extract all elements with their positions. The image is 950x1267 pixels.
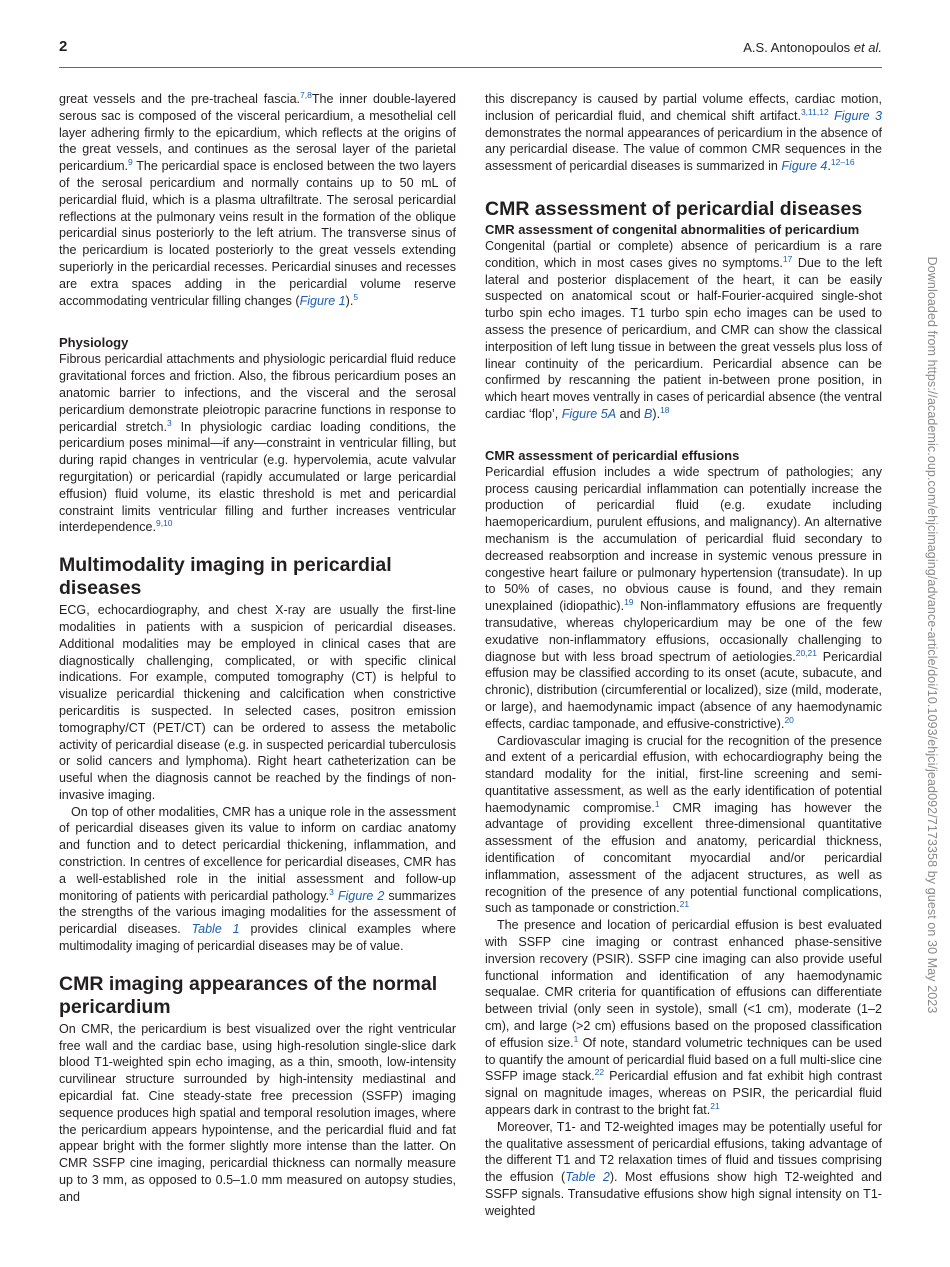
paragraph-imaging-role: Cardiovascular imaging is crucial for the recognition of the presence and extent of a pericardial effusion, with echocardiography being the standard modality for the initial, first-line screening and semi-quantitative assessment, as well as the early identification of potential haemodynamic compromise.$^1$ CMR imaging has however the advantage of providing excellent three-dimensional quantitative assessment of the effusion and anatomy, pericardial thickness, identification of concomitant myocardial and/or pericardial inflammation, assessment of the adjacent structures, as well as recognition of the presence of any potential functional complications, such as tamponade or constriction.$^{21}$: [485, 733, 882, 916]
table-link[interactable]: Table 2: [565, 1170, 610, 1185]
figure-link[interactable]: Figure 5A: [561, 406, 617, 421]
paragraph-congenital: Congenital (partial or complete) absence of pericardium is a rare condition, which in most cases gives no symptoms.$^{17}$ Due to the left lateral and posterior displacement of the heart, it can be easily suspected on anatomical scout or half-Fourier-acquired single-shot turbo spin echo images. T1 turbo spin echo images can be used to assess the presence of pericardium, and CMR can show the classical interposition of left lung tissue in between the great vessels plus loss of linear continuity of the pericardium. Pericardial absence can be confirmed by rescanning the patient in-between prone position, in which heart moves ventrally in cases of pericardial absence (the ventral cardiac ‘flop’, Figure 5A and B).$^{18}$: [485, 238, 882, 421]
paragraph-ssfp: The presence and location of pericardial effusion is best evaluated with SSFP cine imaging or contrast enhanced phase-sensitive inversion recovery (PSIR). SSFP cine imaging can also provide useful functional information and identification of any haemodynamic sequalae. CMR criteria for quantification of effusions can differentiate between trivial (only seen in systole), small (<1 cm), moderate (1–2 cm), and large (>2 cm) effusions based on the proposed classification of effusion size.$^1$ Of note, standard volumetric techniques can be used to quantify the amount of pericardial fluid based on a full multi-slice cine SSFP image stack.$^{22}$ Pericardial effusion and fat exhibit high contrast signal on magnitude images, whereas on PSIR, the pericardial fluid appears dark in contrast to the bright fat.$^{21}$: [485, 918, 882, 1118]
figure-link[interactable]: B: [644, 406, 653, 421]
citation[interactable]: 20: [784, 714, 794, 725]
paragraph-effusions: Pericardial effusion includes a wide spectrum of pathologies; any process causing pericardial inflammation can potentially increase the production of pericardial fluid (e.g. exudate including haemopericardium, purulent effusions, and malignancy). An alternative mechanism is the accumulation of pericardial fluid secondary to decreased reabsorption and increase in systemic venous pressure in congestive heart failure or pulmonary hypertension (transudate). In up to 50% of cases, no obvious cause is found, and they remain unexplained (idiopathic).$^{19}$ Non-inflammatory effusions are frequently transudative, whereas chylopericardium may be one of the few exudative non-inflammatory effusions, occasionally challenging to diagnose but with less broad spectrum of aetiologies.$^{20,21}$ Pericardial effusion may be classified according to its onset (acute, subacute, and chronic), distribution (circumferential or localized), size (mild, moderate, or large), and haemodynamic impact (absence of any haemodynamic effects, cardiac tamponade, and effusive-constrictive).$^{20}$: [485, 464, 882, 731]
subsection-heading-effusions: CMR assessment of pericardial effusions: [485, 447, 740, 463]
citation[interactable]: 3: [166, 417, 172, 428]
running-head: [743, 40, 882, 55]
citation[interactable]: 17: [782, 253, 793, 264]
citation[interactable]: 9: [128, 157, 133, 168]
paragraph-anatomy: great vessels and the pre-tracheal fascia.$^{7,8}$The inner double-layered serous sac is composed of the visceral pericardium, a mesothelial cell layer adhering firmly to the epicardium, which reflects at the origins of the great vessels, and continues as the serosal layer of the parietal pericardium.$^9$ The pericardial space is enclosed between the two layers of the serosal pericardium and normally contains up to 50 mL of pericardial fluid, which is a plasma ultrafiltrate. The serosal pericardial reflections at the pulmonary veins result in the formation of the oblique pericardial sinus posteriorly to the left atrium. The transverse sinus of the pericardium is located posteriorly to the great vessels extending superiorly in the pericardial recesses. Pericardial sinuses and recesses are extra spaces adding in the pericardial volume reserve accommodating ventricular filling changes (Figure 1).$^5$: [59, 90, 457, 308]
section-heading-cmr-assessment: CMR assessment of pericardial diseases: [485, 197, 863, 220]
citation[interactable]: 20,21: [795, 647, 817, 658]
figure-link[interactable]: Figure 4: [781, 159, 828, 174]
paragraph-t1-t2: Moreover, T1- and T2-weighted images may be potentially useful for the qualitative assessment of pericardial effusions, taking advantage of the different T1 and T2 relaxation times of fluid and tissues comprising the effusion (Table 2). Most effusions show high T2-weighted and SSFP signals. Transudative effusions show high signal intensity on T1-weighted: [485, 1119, 883, 1218]
paragraph-multimodality: ECG, echocardiography, and chest X-ray are usually the first-line modalities in patients with a suspicion of pericardial diseases. Additional modalities may be employed in clinical cases that are diagnostically challenging, complicated, or with specific clinical indications. For example, computed tomography (CT) is helpful to visualize pericardial thickening and calcification when constrictive pericarditis is suspected. In selected cases, positron emission tomography/CT (PET/CT) can be ordered to assess the metabolic activity of pericardial disease (e.g. in suspected pericardial tuberculosis or solid cancers and lymphoma). Right heart catheterization can be useful when the diagnosis cannot be reached by the findings of non-invasive imaging.: [59, 603, 456, 802]
citation[interactable]: 21: [679, 899, 690, 910]
paragraph-normal-pericardium: On CMR, the pericardium is best visualized over the right ventricular free wall and the cardiac base, using high-resolution single-slice dark blood T1-weighted spin echo imaging, as a thin, smooth, low-intensity curvilinear structure surrounded by high-intensity mediastinal and epicardial fat. Cine steady-state free precession (SSFP) imaging sequence produces high spatial and temporal resolution images, where the pericardium appears hypointense, and the pericardial fluid and fat appear bright with the former slightly more intense than the latter. On CMR SSFP cine imaging, pericardial thickness can normally measure up to 3 mm, as opposed to 0.5–1.0 mm measured on autopsy studies, and: [59, 1021, 456, 1204]
citation[interactable]: 12–16: [830, 157, 855, 168]
section-heading-physiology: Physiology: [59, 335, 129, 351]
citation[interactable]: 5: [353, 291, 359, 302]
citation[interactable]: 21: [710, 1101, 720, 1112]
running-head-authors: A.S. Antonopoulos: [743, 40, 851, 55]
citation[interactable]: 22: [594, 1067, 605, 1078]
paragraph-cmr-role: On top of other modalities, CMR has a unique role in the assessment of pericardial diseases given its value to inform on cardiac anatomy and function and to detect pericardial thickening, inflammation, and constriction. In centres of excellence for pericardial diseases, CMR has a well-established role in the initial assessment and follow-up monitoring of patients with pericardial pathology.$^3$ Figure 2 summarizes the strengths of the various imaging modalities for the assessment of pericardial diseases. Table 1 provides clinical examples where multimodality imaging of pericardial diseases may be of value.: [59, 804, 457, 954]
figure-link[interactable]: Figure 1: [299, 293, 346, 308]
page-number: 2: [59, 38, 68, 55]
running-head-et-al: et al.: [853, 40, 882, 55]
citation[interactable]: 1: [573, 1033, 579, 1044]
paragraph-physiology: Fibrous pericardial attachments and physiologic pericardial fluid reduce gravitational forces and friction. Also, the fibrous pericardium poses an anatomic barrier to infections, and the visceral and the serosal pericardium demonstrate pleiotropic paracrine functions in response to pericardial stretch.$^3$ In physiologic cardiac loading conditions, the pericardium poses minimal—if any—constraint in ventricular filling, but during rapid changes in ventricular (e.g. hypervolemia, acute valvular regurgitation) or pericardial (rapidly accumulated or large pericardial effusion) fluid volume, its elastic threshold is met and pericardial constraint limits ventricular filling and further increases ventricular interdependence.$^{9,10}$: [59, 352, 456, 535]
section-heading-multimodality: Multimodality imaging in pericardial diseases: [59, 554, 392, 600]
section-heading-normal-pericardium: CMR imaging appearances of the normal pericardium: [59, 972, 438, 1018]
figure-link[interactable]: Figure 3: [834, 108, 882, 123]
citation[interactable]: 9,10: [155, 518, 173, 529]
table-link[interactable]: Table 1: [191, 922, 240, 937]
paragraph-partial-volume: this discrepancy is caused by partial volume effects, cardiac motion, inclusion of pericardial fluid, and chemical shift artifact.$^{3,11,12}$ Figure 3 demonstrates the normal appearances of pericardium in the absence of any pericardial disease. The value of common CMR sequences in the assessment of pericardial diseases is summarized in Figure 4.$^{12-16}$: [485, 92, 882, 174]
left-column: [59, 91, 456, 1206]
citation[interactable]: 1: [654, 798, 660, 809]
right-column: [485, 91, 882, 1220]
download-watermark: Downloaded from https://academic.oup.com/ehjcimaging/advance-article/doi/10.1093/ehjci/jead092/7173358 by guest on 30 May 2023: [925, 256, 939, 1014]
citation[interactable]: 3: [329, 886, 334, 897]
citation[interactable]: 3,11,12: [800, 106, 829, 117]
subsection-heading-congenital: CMR assessment of congenital abnormalities of pericardium: [485, 221, 860, 237]
figure-link[interactable]: Figure 2: [337, 888, 385, 903]
citation[interactable]: 7,8: [300, 90, 312, 100]
citation[interactable]: 19: [624, 597, 634, 608]
citation[interactable]: 18: [660, 404, 670, 415]
header-rule: [59, 67, 882, 68]
